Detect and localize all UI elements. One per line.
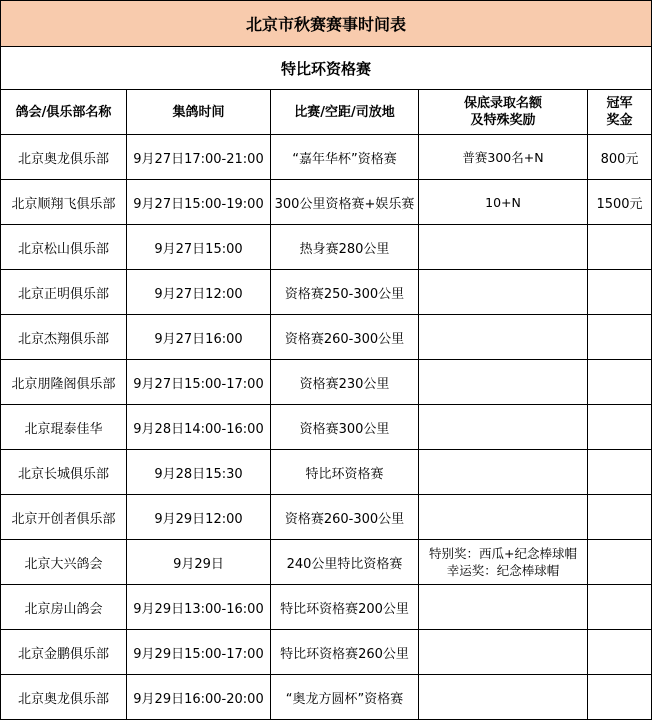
- table-row: [1, 495, 652, 540]
- prize-cell: 800元: [588, 135, 652, 180]
- prize-cell: [588, 450, 652, 495]
- header-award: 保底录取名额 及特殊奖励: [419, 90, 588, 135]
- award-cell: [419, 225, 588, 270]
- time-cell: 9月27日17:00-21:00: [127, 135, 271, 180]
- table-row: [1, 270, 652, 315]
- race-cell: 资格赛260-300公里: [271, 495, 419, 540]
- race-cell: 资格赛250-300公里: [271, 270, 419, 315]
- club-cell: 北京正明俱乐部: [1, 270, 127, 315]
- table-row: [1, 450, 652, 495]
- table-row: [1, 585, 652, 630]
- time-cell: 9月29日: [127, 540, 271, 585]
- prize-cell: [588, 675, 652, 720]
- table-row: [1, 405, 652, 450]
- club-cell: 北京大兴鸽会: [1, 540, 127, 585]
- time-cell: 9月27日16:00: [127, 315, 271, 360]
- table-row: [1, 675, 652, 720]
- time-cell: 9月29日16:00-20:00: [127, 675, 271, 720]
- time-cell: 9月29日15:00-17:00: [127, 630, 271, 675]
- table-row: [1, 360, 652, 405]
- header-club: 鸽会/俱乐部名称: [1, 90, 127, 135]
- award-cell: 普赛300名+N: [419, 135, 588, 180]
- header-champion-prize: 冠军 奖金: [588, 90, 652, 135]
- prize-cell: [588, 405, 652, 450]
- prize-cell: [588, 540, 652, 585]
- prize-cell: [588, 585, 652, 630]
- time-cell: 9月28日15:30: [127, 450, 271, 495]
- table-row: [1, 180, 652, 225]
- race-cell: 300公里资格赛+娱乐赛: [271, 180, 419, 225]
- race-cell: 资格赛230公里: [271, 360, 419, 405]
- club-cell: 北京琨泰佳华: [1, 405, 127, 450]
- table-row: [1, 135, 652, 180]
- club-cell: 北京长城俱乐部: [1, 450, 127, 495]
- page-subtitle: 特比环资格赛: [1, 47, 652, 90]
- race-cell: 特比环资格赛: [271, 450, 419, 495]
- race-cell: 特比环资格赛260公里: [271, 630, 419, 675]
- award-cell: 10+N: [419, 180, 588, 225]
- header-time: 集鸽时间: [127, 90, 271, 135]
- award-cell: [419, 270, 588, 315]
- time-cell: 9月28日14:00-16:00: [127, 405, 271, 450]
- race-cell: 特比环资格赛200公里: [271, 585, 419, 630]
- race-cell: “嘉年华杯”资格赛: [271, 135, 419, 180]
- award-cell: [419, 585, 588, 630]
- race-cell: 240公里特比资格赛: [271, 540, 419, 585]
- club-cell: 北京松山俱乐部: [1, 225, 127, 270]
- table-row: [1, 315, 652, 360]
- award-cell: [419, 315, 588, 360]
- prize-cell: [588, 225, 652, 270]
- prize-cell: [588, 315, 652, 360]
- header-row: [1, 90, 652, 135]
- race-cell: “奥龙方圆杯”资格赛: [271, 675, 419, 720]
- header-race: 比赛/空距/司放地: [271, 90, 419, 135]
- time-cell: 9月29日13:00-16:00: [127, 585, 271, 630]
- prize-cell: [588, 495, 652, 540]
- award-cell: [419, 405, 588, 450]
- award-cell: [419, 450, 588, 495]
- club-cell: 北京奥龙俱乐部: [1, 135, 127, 180]
- time-cell: 9月27日15:00: [127, 225, 271, 270]
- award-cell: [419, 675, 588, 720]
- award-cell: [419, 360, 588, 405]
- table-row: [1, 630, 652, 675]
- prize-cell: [588, 360, 652, 405]
- page-title: 北京市秋赛赛事时间表: [1, 1, 652, 47]
- club-cell: 北京金鹏俱乐部: [1, 630, 127, 675]
- club-cell: 北京开创者俱乐部: [1, 495, 127, 540]
- award-cell: [419, 630, 588, 675]
- award-cell: 特别奖：西瓜+纪念棒球帽 幸运奖：纪念棒球帽: [419, 540, 588, 585]
- title-row: [1, 1, 652, 47]
- club-cell: 北京奥龙俱乐部: [1, 675, 127, 720]
- table-row: [1, 225, 652, 270]
- award-cell: [419, 495, 588, 540]
- time-cell: 9月29日12:00: [127, 495, 271, 540]
- prize-cell: 1500元: [588, 180, 652, 225]
- prize-cell: [588, 630, 652, 675]
- table-row: [1, 540, 652, 585]
- club-cell: 北京杰翔俱乐部: [1, 315, 127, 360]
- club-cell: 北京朋隆阁俱乐部: [1, 360, 127, 405]
- time-cell: 9月27日12:00: [127, 270, 271, 315]
- race-cell: 热身赛280公里: [271, 225, 419, 270]
- race-cell: 资格赛300公里: [271, 405, 419, 450]
- subtitle-row: [1, 47, 652, 90]
- race-cell: 资格赛260-300公里: [271, 315, 419, 360]
- time-cell: 9月27日15:00-17:00: [127, 360, 271, 405]
- club-cell: 北京顺翔飞俱乐部: [1, 180, 127, 225]
- prize-cell: [588, 270, 652, 315]
- time-cell: 9月27日15:00-19:00: [127, 180, 271, 225]
- club-cell: 北京房山鸽会: [1, 585, 127, 630]
